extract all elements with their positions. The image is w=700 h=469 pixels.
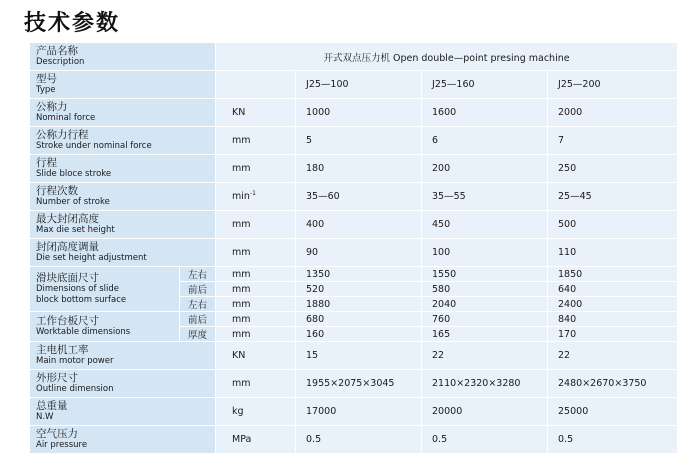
spec-table (29, 42, 678, 454)
label-outline-dims: 外形尺寸 Outline dimension (30, 370, 216, 398)
value-cell: 680 (296, 312, 422, 327)
value-cell: 35—55 (422, 183, 548, 211)
unit-cell: MPa (216, 426, 296, 454)
value-cell: 110 (548, 239, 678, 267)
table-row-stroke-nominal (30, 127, 678, 155)
unit-cell: $\min^{-1}$ (216, 183, 296, 211)
value-cell: 2040 (422, 297, 548, 312)
sub-label: 厚度 (180, 327, 216, 342)
value-cell: 25000 (548, 398, 678, 426)
value-cell: 0.5 (296, 426, 422, 454)
value-cell: 580 (422, 282, 548, 297)
sub-label: 前后 (180, 282, 216, 297)
value-cell: 1550 (422, 267, 548, 282)
table-row-die-adjust (30, 239, 678, 267)
label-stroke-nominal: 公称力行程 Stroke under nominal force (30, 127, 216, 155)
unit-cell: mm (216, 297, 296, 312)
table-row-slide-stroke (30, 155, 678, 183)
value-cell: 2400 (548, 297, 678, 312)
value-cell: 6 (422, 127, 548, 155)
value-cell: 25—45 (548, 183, 678, 211)
unit-cell: mm (216, 312, 296, 327)
value-cell: 1955×2075×3045 (296, 370, 422, 398)
value-cell: 200 (422, 155, 548, 183)
value-cell: 35—60 (296, 183, 422, 211)
value-cell: 100 (422, 239, 548, 267)
unit-cell: mm (216, 127, 296, 155)
value-cell: 7 (548, 127, 678, 155)
value-cell: 400 (296, 211, 422, 239)
label-stroke-number: 行程次数 Number of stroke (30, 183, 216, 211)
value-cell: 180 (296, 155, 422, 183)
value-cell: 20000 (422, 398, 548, 426)
table-row-stroke-number (30, 183, 678, 211)
value-cell: 0.5 (422, 426, 548, 454)
value-cell: 165 (422, 327, 548, 342)
value-cell: 17000 (296, 398, 422, 426)
product-name-value: 开式双点压力机 Open double—point presing machine (216, 43, 678, 71)
unit-cell: mm (216, 282, 296, 297)
value-cell: 640 (548, 282, 678, 297)
value-cell: 520 (296, 282, 422, 297)
unit-cell (216, 71, 296, 99)
value-cell: 0.5 (548, 426, 678, 454)
unit-cell: KN (216, 342, 296, 370)
value-cell: 22 (548, 342, 678, 370)
label-motor-power: 主电机工率 Main motor power (30, 342, 216, 370)
value-cell: 250 (548, 155, 678, 183)
value-cell: 760 (422, 312, 548, 327)
label-worktable-dims: 工作台板尺寸 Worktable dimensions (30, 312, 180, 342)
sub-label: 左右 (180, 267, 216, 282)
model-2: J25—160 (422, 71, 548, 99)
unit-cell: mm (216, 267, 296, 282)
value-cell: 1850 (548, 267, 678, 282)
value-cell: 1350 (296, 267, 422, 282)
value-cell: 5 (296, 127, 422, 155)
value-cell: 500 (548, 211, 678, 239)
label-nominal-force: 公称力 Nominal force (30, 99, 216, 127)
model-1: J25—100 (296, 71, 422, 99)
value-cell: 2110×2320×3280 (422, 370, 548, 398)
value-cell: 160 (296, 327, 422, 342)
label-air-pressure: 空气压力 Air pressure (30, 426, 216, 454)
label-slide-stroke: 行程 Slide bloce stroke (30, 155, 216, 183)
table-row-nominal-force (30, 99, 678, 127)
value-cell: 2480×2670×3750 (548, 370, 678, 398)
unit-cell: mm (216, 239, 296, 267)
table-row-outline-dims (30, 370, 678, 398)
table-row-worktable-dims (30, 312, 678, 327)
sub-label: 左右 (180, 297, 216, 312)
table-row-description (30, 43, 678, 71)
value-cell: 1000 (296, 99, 422, 127)
value-cell: 170 (548, 327, 678, 342)
table-row-max-die-height (30, 211, 678, 239)
unit-cell: mm (216, 370, 296, 398)
value-cell: 22 (422, 342, 548, 370)
model-3: J25—200 (548, 71, 678, 99)
value-cell: 2000 (548, 99, 678, 127)
sub-label: 前后 (180, 312, 216, 327)
label-die-adjust: 封闭高度调量 Die set height adjustment (30, 239, 216, 267)
value-cell: 15 (296, 342, 422, 370)
table-row-slide-dims (30, 267, 678, 282)
table-row-motor-power (30, 342, 678, 370)
value-cell: 1880 (296, 297, 422, 312)
table-row-type (30, 71, 678, 99)
label-description: 产品名称 Description (30, 43, 216, 71)
label-max-die-height: 最大封闭高度 Max die set height (30, 211, 216, 239)
value-cell: 450 (422, 211, 548, 239)
unit-cell: kg (216, 398, 296, 426)
value-cell: 90 (296, 239, 422, 267)
unit-cell: mm (216, 155, 296, 183)
unit-cell: mm (216, 327, 296, 342)
unit-cell: mm (216, 211, 296, 239)
label-weight: 总重量 N.W (30, 398, 216, 426)
table-row-air-pressure (30, 426, 678, 454)
value-cell: 840 (548, 312, 678, 327)
page-title: 技术参数 (24, 11, 121, 36)
value-cell: 1600 (422, 99, 548, 127)
label-slide-dims: 滑块底面尺寸 Dimensions of slide block bottom surface (30, 267, 180, 312)
label-type: 型号 Type (30, 71, 216, 99)
table-row-weight (30, 398, 678, 426)
unit-cell: KN (216, 99, 296, 127)
